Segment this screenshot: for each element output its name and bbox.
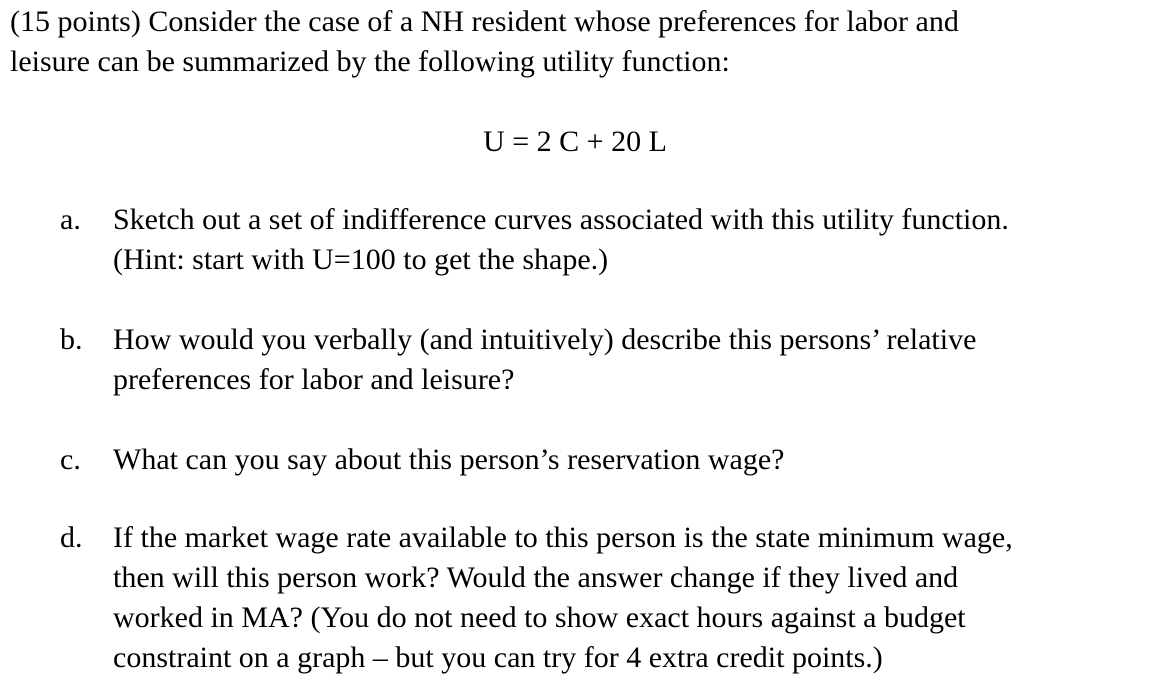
question-line: How would you verbally (and intuitively) describe this persons’ relative — [113, 323, 977, 356]
question-line: If the market wage rate available to this person is the state minimum wage, — [113, 521, 1013, 554]
problem-intro — [10, 2, 1140, 82]
question-text — [113, 518, 1148, 678]
question-text — [113, 200, 1148, 280]
question-line: What can you say about this person’s reservation wage? — [113, 443, 785, 476]
question-marker: c. — [60, 443, 81, 476]
intro-line: leisure can be summarized by the following utility function: — [10, 45, 730, 78]
question-line: constraint on a graph – but you can try for 4 extra credit points.) — [113, 641, 883, 674]
question-marker: a. — [60, 203, 81, 236]
utility-equation: U = 2 C + 20 L — [483, 125, 667, 158]
question-marker: b. — [60, 323, 83, 356]
question-line: (Hint: start with U=100 to get the shape.) — [113, 243, 609, 276]
question-text — [113, 320, 1148, 400]
question-text — [113, 440, 1148, 480]
question-line: preferences for labor and leisure? — [113, 363, 515, 396]
question-line: then will this person work? Would the answer change if they lived and — [113, 561, 959, 594]
question-line: worked in MA? (You do not need to show exact hours against a budget — [113, 601, 966, 634]
question-line: Sketch out a set of indifference curves associated with this utility function. — [113, 203, 1009, 236]
question-marker: d. — [60, 521, 83, 554]
intro-line: (15 points) Consider the case of a NH resident whose preferences for labor and — [10, 5, 959, 38]
